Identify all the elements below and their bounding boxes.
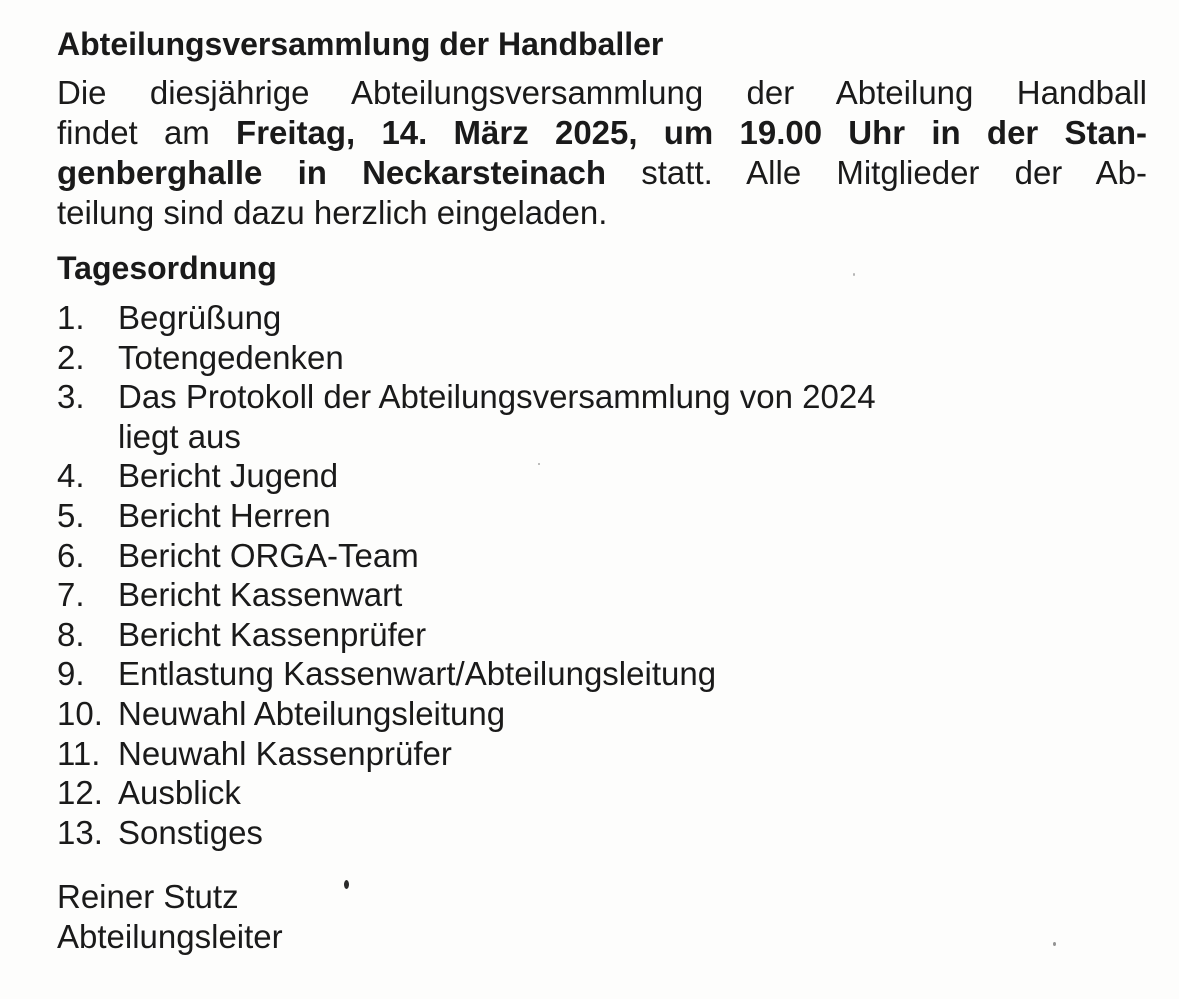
- signer-name: Reiner Stutz: [57, 878, 239, 915]
- agenda-item-number: 5.: [57, 496, 85, 534]
- intro-paragraph: [57, 73, 1147, 233]
- agenda-item-number: 7.: [57, 576, 85, 614]
- agenda-item: [57, 338, 876, 378]
- agenda-item-number: 1.: [57, 299, 85, 336]
- agenda-item-number: 2.: [57, 338, 85, 376]
- agenda-item: [57, 694, 876, 734]
- agenda-item-text: Bericht Herren: [118, 496, 331, 534]
- agenda-list: [57, 298, 876, 852]
- agenda-item-text: Bericht Kassenwart: [118, 576, 403, 614]
- ink-speck: [853, 273, 855, 276]
- agenda-item: [57, 377, 876, 456]
- agenda-item: [57, 536, 876, 576]
- agenda-item-text: Sonstiges: [118, 813, 263, 851]
- agenda-heading: Tagesordnung: [57, 250, 277, 286]
- agenda-item-number: 6.: [57, 536, 85, 574]
- agenda-item: [57, 298, 876, 338]
- ink-speck: [538, 463, 540, 465]
- agenda-item-text: Bericht Jugend: [118, 457, 339, 495]
- agenda-item-number: 3.: [57, 378, 85, 416]
- signer-role: Abteilungsleiter: [57, 918, 283, 955]
- agenda-item: [57, 773, 876, 813]
- intro-line-3-text: statt. Alle Mitglieder der Ab-: [606, 154, 1148, 191]
- intro-line-2: [57, 113, 1147, 153]
- agenda-item-text: Ausblick: [118, 774, 241, 812]
- ink-speck: [1053, 942, 1056, 946]
- agenda-item-text: Neuwahl Abteilungsleitung: [118, 694, 506, 732]
- agenda-item-text: Bericht ORGA-Team: [118, 536, 419, 574]
- agenda-item-text: Begrüßung: [118, 299, 282, 336]
- agenda-item-text: Das Protokoll der Abteilungsversammlung von 2024 liegt aus: [118, 378, 876, 455]
- agenda-item: [57, 734, 876, 774]
- agenda-item: [57, 615, 876, 655]
- agenda-item-number: 13.: [57, 813, 103, 851]
- agenda-item: [57, 496, 876, 536]
- agenda-item-number: 11.: [57, 734, 101, 772]
- intro-line-4: teilung sind dazu herzlich eingeladen.: [57, 194, 608, 231]
- intro-line-1: Die diesjährige Abteilungsversammlung der Abteilung Handball: [57, 74, 1147, 111]
- agenda-item: [57, 456, 876, 496]
- agenda-item-number: 12.: [57, 774, 103, 812]
- agenda-item-text: Totengedenken: [118, 338, 344, 376]
- agenda-item: [57, 575, 876, 615]
- meeting-location: genberghalle in Neckarsteinach: [57, 154, 607, 191]
- intro-line-3: [57, 153, 1147, 193]
- agenda-item-number: 4.: [57, 457, 85, 495]
- document-title: Abteilungsversammlung der Handballer: [57, 26, 664, 62]
- agenda-item-number: 9.: [57, 655, 85, 693]
- agenda-item-text: Neuwahl Kassenprüfer: [118, 734, 452, 772]
- agenda-item: [57, 813, 876, 853]
- meeting-date-time: Freitag, 14. März 2025, um 19.00 Uhr in der Stan-: [236, 114, 1147, 151]
- ink-speck: [344, 880, 349, 889]
- agenda-item-text: Entlastung Kassenwart/Abteilungsleitung: [118, 655, 717, 693]
- signature-block: [57, 877, 283, 957]
- agenda-item-number: 8.: [57, 615, 85, 653]
- agenda-item-text: Bericht Kassenprüfer: [118, 615, 427, 653]
- intro-line-2-text: findet am: [57, 114, 237, 151]
- agenda-item-number: 10.: [57, 694, 103, 732]
- agenda-item: [57, 654, 876, 694]
